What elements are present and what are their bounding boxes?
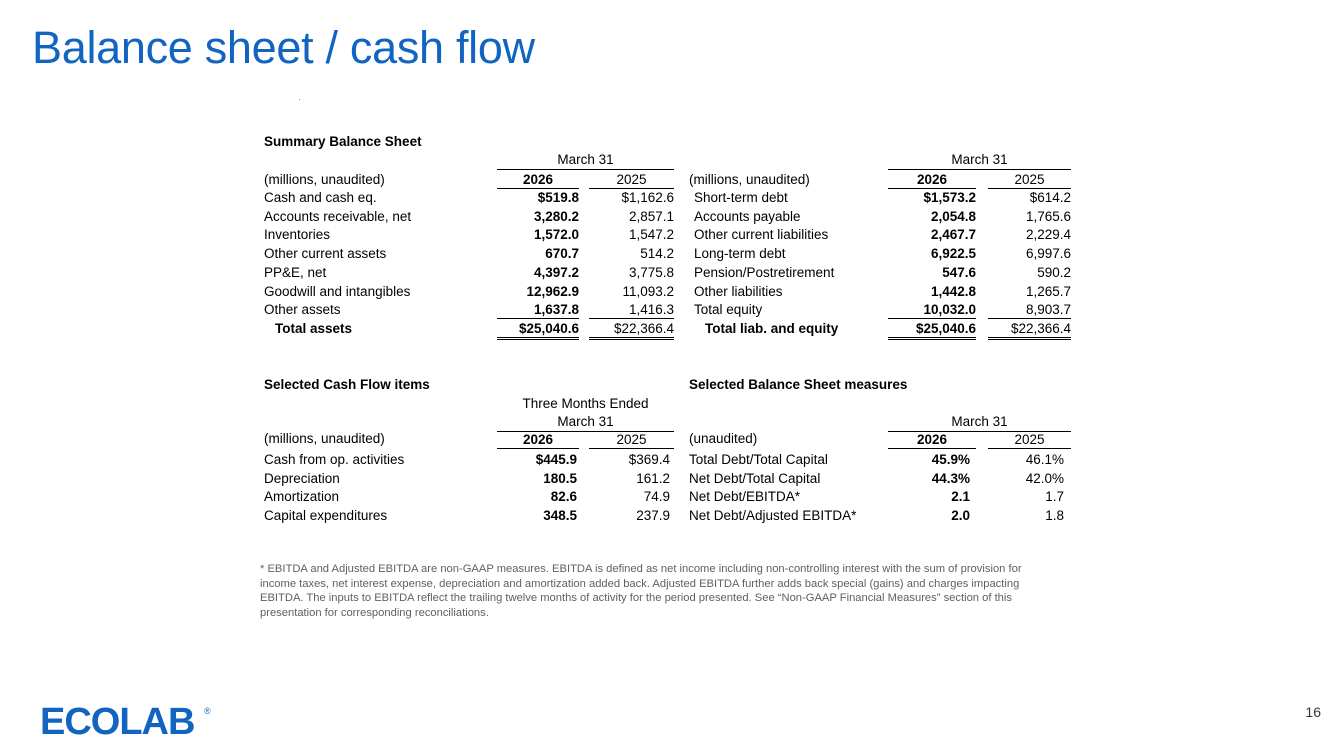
assets-col-prior: 2025 xyxy=(589,172,674,189)
row-label: Net Debt/Total Capital xyxy=(689,470,821,486)
cash-flow-units-label: (millions, unaudited) xyxy=(264,431,385,446)
row-value-prior: 1,265.7 xyxy=(1025,283,1071,299)
row-label: Pension/Postretirement xyxy=(694,264,835,280)
row-value-prior: 46.1% xyxy=(1025,452,1064,467)
measures-heading: Selected Balance Sheet measures xyxy=(689,377,908,392)
row-value-current: 2.0 xyxy=(951,507,970,523)
assets-col-current: 2026 xyxy=(497,172,579,189)
row-label: Inventories xyxy=(264,227,331,243)
row-value-prior: 237.9 xyxy=(636,507,670,523)
row-label: Total equity xyxy=(694,302,763,318)
row-value-current: 2,054.8 xyxy=(930,208,976,224)
row-label: Net Debt/Adjusted EBITDA* xyxy=(689,507,857,523)
row-label: Long-term debt xyxy=(694,246,786,262)
page-number: 16 xyxy=(1305,704,1321,720)
row-value-current: 12,962.9 xyxy=(526,283,579,299)
row-value-prior: 1,547.2 xyxy=(628,227,674,243)
row-value-current: 82.6 xyxy=(550,489,577,504)
row-value-prior: 514.2 xyxy=(640,246,674,262)
row-value-current: 6,922.5 xyxy=(930,246,976,262)
row-value-current: 180.5 xyxy=(543,470,577,486)
row-value-current: 348.5 xyxy=(543,507,577,523)
row-value-prior: 74.9 xyxy=(643,489,670,504)
slide-title: Balance sheet / cash flow xyxy=(32,22,535,73)
total-value-prior: $22,366.4 xyxy=(988,321,1071,340)
row-label: Amortization xyxy=(264,489,340,504)
row-value-current: $519.8 xyxy=(537,190,579,205)
ecolab-logo xyxy=(40,700,212,745)
total-value-current: $25,040.6 xyxy=(497,321,579,340)
cash-flow-period-line1: Three Months Ended xyxy=(522,396,649,411)
total-row-label: Total assets xyxy=(275,320,353,336)
row-value-current: 670.7 xyxy=(545,246,579,262)
row-label: Other liabilities xyxy=(694,283,783,299)
row-value-current: 44.3% xyxy=(931,470,970,486)
row-label: Goodwill and intangibles xyxy=(264,283,411,299)
row-label: Accounts receivable, net xyxy=(264,208,412,224)
footnote: * EBITDA and Adjusted EBITDA are non-GAAP measures. EBITDA is defined as net income including non-controlling interest with the sum of provision for income taxes, net interest expense, depreciation and amortization added back. Adjusted EBITDA further adds back special (gains) and charges impacting EBITDA. The inputs to EBITDA reflect the trailing twelve months of activity for the period presented. See “Non-GAAP Financial Measures” section of this presentation for corresponding reconciliations. xyxy=(260,563,1022,619)
row-label: PP&E, net xyxy=(264,264,327,280)
row-value-current: 2,467.7 xyxy=(930,227,976,243)
row-label: Cash from op. activities xyxy=(264,452,405,467)
logo-wordmark: ECOLAB xyxy=(40,701,195,740)
row-label: Net Debt/EBITDA* xyxy=(689,489,801,504)
row-label: Other assets xyxy=(264,302,341,318)
total-value-prior: $22,366.4 xyxy=(589,321,674,340)
row-value-prior: 1.8 xyxy=(1045,507,1064,523)
row-value-prior: 1,416.3 xyxy=(589,302,674,319)
cash-flow-heading: Selected Cash Flow items xyxy=(264,377,430,392)
row-label: Total Debt/Total Capital xyxy=(689,452,828,467)
row-label: Short-term debt xyxy=(694,190,788,205)
row-value-prior: $369.4 xyxy=(628,452,670,467)
balance-sheet-heading: Summary Balance Sheet xyxy=(264,134,422,149)
row-label: Capital expenditures xyxy=(264,507,388,523)
liab-period-rule xyxy=(888,169,1071,170)
row-value-current: 2.1 xyxy=(951,489,970,504)
row-value-prior: 6,997.6 xyxy=(1025,246,1071,262)
svg-text:®: ® xyxy=(204,706,211,716)
row-value-prior: 11,093.2 xyxy=(622,283,674,299)
liab-period-label: March 31 xyxy=(951,152,1008,167)
row-label: Other current liabilities xyxy=(694,227,829,243)
row-value-current: 10,032.0 xyxy=(888,302,976,319)
assets-period-rule xyxy=(497,169,674,170)
row-value-current: 45.9% xyxy=(931,452,970,467)
liab-col-prior: 2025 xyxy=(988,172,1071,189)
row-label: Depreciation xyxy=(264,470,340,486)
row-label: Cash and cash eq. xyxy=(264,190,377,205)
total-value-current: $25,040.6 xyxy=(888,321,976,340)
row-value-prior: 161.2 xyxy=(636,470,670,486)
measures-units-label: (unaudited) xyxy=(689,431,758,446)
cash-flow-col-current: 2026 xyxy=(497,432,579,449)
row-value-current: $445.9 xyxy=(535,452,577,467)
row-value-current: 1,442.8 xyxy=(930,283,976,299)
row-value-prior: 2,857.1 xyxy=(628,208,674,224)
row-value-current: 1,637.8 xyxy=(497,302,579,319)
row-value-prior: 1.7 xyxy=(1045,489,1064,504)
row-value-prior: 42.0% xyxy=(1025,470,1064,486)
row-value-prior: $614.2 xyxy=(1029,190,1071,205)
measures-col-current: 2026 xyxy=(888,432,976,449)
row-value-prior: $1,162.6 xyxy=(621,190,674,205)
assets-period-label: March 31 xyxy=(557,152,614,167)
row-value-current: 4,397.2 xyxy=(533,264,579,280)
total-row-label: Total liab. and equity xyxy=(705,320,839,336)
row-value-prior: 1,765.6 xyxy=(1025,208,1071,224)
cash-flow-col-prior: 2025 xyxy=(589,432,674,449)
row-value-current: 3,280.2 xyxy=(533,208,579,224)
row-value-prior: 2,229.4 xyxy=(1025,227,1071,243)
row-value-current: 547.6 xyxy=(942,264,976,280)
stray-dot xyxy=(299,99,300,100)
row-value-prior: 8,903.7 xyxy=(988,302,1071,319)
row-value-current: 1,572.0 xyxy=(533,227,579,243)
measures-period-label: March 31 xyxy=(951,414,1008,429)
liab-units-label: (millions, unaudited) xyxy=(689,172,810,187)
row-value-current: $1,573.2 xyxy=(923,190,976,205)
liab-col-current: 2026 xyxy=(888,172,976,189)
row-value-prior: 590.2 xyxy=(1037,264,1071,280)
row-label: Accounts payable xyxy=(694,208,801,224)
assets-units-label: (millions, unaudited) xyxy=(264,172,385,187)
cash-flow-period-line2: March 31 xyxy=(557,414,614,429)
row-value-prior: 3,775.8 xyxy=(628,264,674,280)
row-label: Other current assets xyxy=(264,246,387,262)
measures-col-prior: 2025 xyxy=(988,432,1071,449)
